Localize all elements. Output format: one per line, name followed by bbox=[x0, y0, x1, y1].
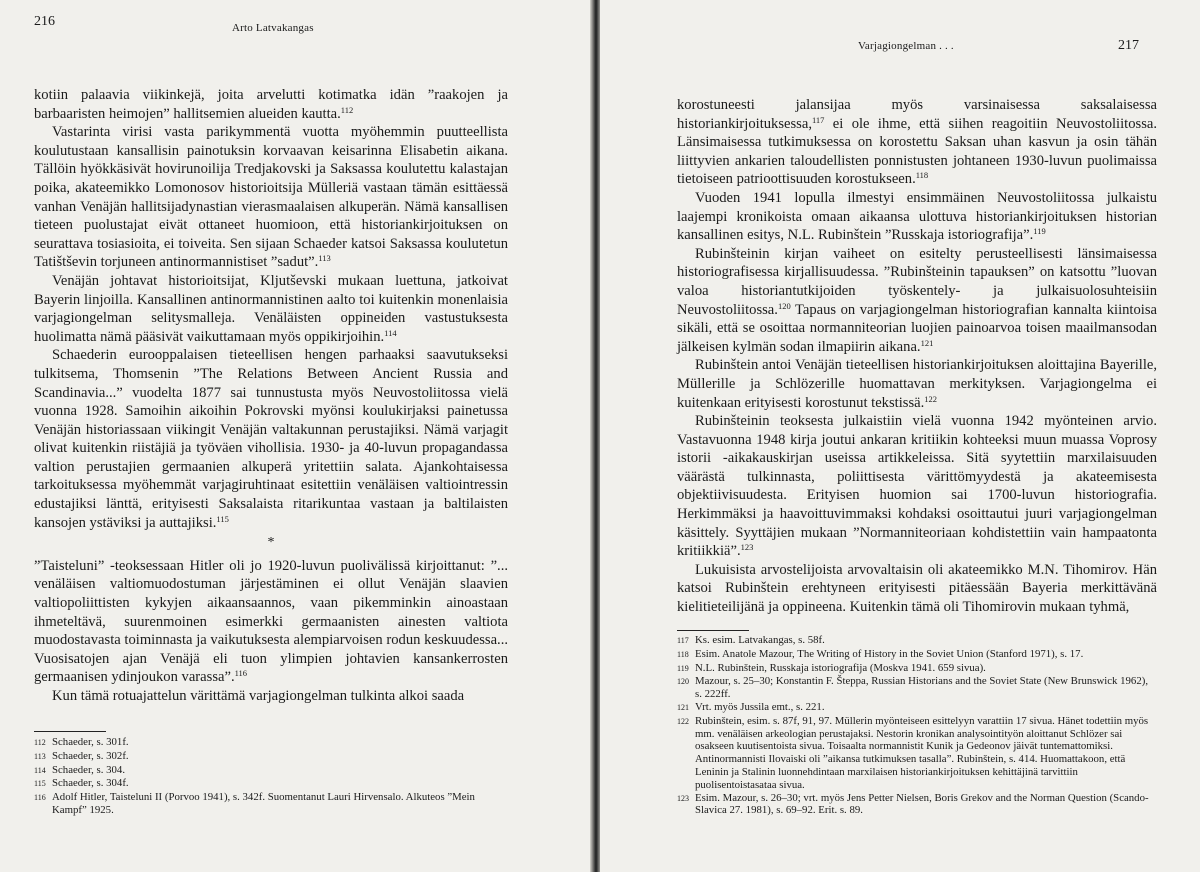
paragraph: Kun tämä rotuajattelun värittämä varjagiongelman tulkinta alkoi saada bbox=[52, 688, 465, 704]
paragraph: Venäjän johtavat historioitsijat, Kljutševski mukaan luettuna, jatkoivat Bayerin linjoilla. Kansallinen antinormannistinen aalto toi kuitenkin monenlaisia varjagiongelman selitysmalleja. Venäläisten oppineiden vastustuksesta huolimatta nämä pääsivät vaikuttamaan myös oppikirjoihin.$^{114}$ bbox=[34, 272, 508, 345]
footnote-rule bbox=[34, 731, 106, 732]
paragraph: Lukuisista arvostelijoista arvovaltaisin oli akateemikko M.N. Tihomirov. Hän katsoi Rubinštein erehtyneen erityisesti pitäessään Bayeria merkittävänä kielitieteilijänä ja oppineena. Kuitenkin tämä oli Tihomirovin mukaan tyhmä, bbox=[677, 561, 1157, 616]
paragraph: korostuneesti jalansijaa myös varsinaisessa saksalaisessa historiankirjoituksessa,$^{117}$ ei ole ihme, että siihen reagoitiin Neuvostoliitossa. Länsimaisessa tutkimuksessa on korostettu Saksan uhan kasvun ja osin tähän liittyvien ankarien taloudellisten ponnistusten johtaneen 1930-luvun puolimaissa tietoiseen patrioottisuuden korostukseen.$^{118}$ bbox=[677, 97, 1157, 188]
right-body-text bbox=[677, 96, 1157, 617]
footnote-rule bbox=[677, 630, 749, 631]
paragraph: kotiin palaavia viikinkejä, joita arvelutti kotimatka idän ”raakojen ja barbaaristen heimojen” hallitsemien alueiden kautta.$^{112}$ bbox=[34, 87, 508, 122]
footnote: 122 Rubinštein, esim. s. 87f, 91, 97. Müllerin myönteiseen esittelyyn varattiin 17 sivua. Hänet todettiin myös mm. venäläisen arkeologian perustajaksi. Nestorin kronikan analysointityön aloittanut Schlözer sai osakseen kuutisentoista sivua. Toisaalta normannistit Kunik ja Gedeonov jäivät tuntemattomiksi. Antinormannisti Ilovaiski oli ”aikansa tutkimuksen tasalla”. Rubinštein, s. 414. Huomattakoon, että Leninin ja Stalinin luonnehdintaan marxilaisen historiankirjoituksen kehittäjinä tarvittiin puolisentoistasataa sivua. bbox=[677, 714, 1149, 791]
footnote: 115 Schaeder, s. 304f. bbox=[34, 777, 129, 790]
left-body-text bbox=[34, 86, 508, 706]
left-footnotes bbox=[34, 736, 508, 817]
footnote: 121 Vrt. myös Jussila emt., s. 221. bbox=[677, 700, 825, 713]
page-number-right: 217 bbox=[1118, 38, 1139, 53]
footnote: 118 Esim. Anatole Mazour, The Writing of History in the Soviet Union (Stanford 1971), s. 17. bbox=[677, 647, 1084, 660]
running-head-right: Varjagiongelman . . . bbox=[858, 40, 954, 52]
paragraph: Rubinšteinin kirjan vaiheet on esitelty perusteellisesti länsimaisessa historiografisessa kirjallisuudessa. ”Rubinšteinin tapauksen” on katsottu ”luovan valoa historiantutkijoiden työskentely- ja julkaisuolosuhteisiin Neuvostoliitossa.$^{120}$ Tapaus on varjagiongelman historiografian kannalta kiintoisa sikäli, että se osoittaa normanniteorian luojien painoarvoa toisen maailmansodan jälkeisen kylmän sodan ilmapiirin aikana.$^{121}$ bbox=[677, 245, 1157, 355]
paragraph: ”Taisteluni” -teoksessaan Hitler oli jo 1920-luvun puolivälissä kirjoittanut: ”... venäläisen valtiomuodostuman järjestäminen ei ollut Venäjän slaavien valtiopoliittisten kykyjen aikaansaannos, vaan pikemminkin ainoastaan ihmeteltävä, suurenmoinen esimerkki germaanisten ainesten valtiota muodostavasta toiminnasta ja vaikutuksesta alempiarvoisen rodun keskuudessa... Vuosisatojen ajan Venäjä eli tuon ylimpien johtavien kansankerrosten germaanisen ydinjoukon varassa”.$^{116}$ bbox=[34, 557, 508, 686]
footnote: 120 Mazour, s. 25–30; Konstantin F. Šteppa, Russian Historians and the Soviet State (New Brunswick 1962), s. 222ff. bbox=[677, 675, 1149, 701]
page-number-left: 216 bbox=[34, 14, 55, 29]
footnote: 117 Ks. esim. Latvakangas, s. 58f. bbox=[677, 634, 825, 646]
paragraph: Rubinšteinin teoksesta julkaistiin vielä vuonna 1942 myönteinen arvio. Vastavuonna 1948 kirja joutui ankaran kritiikin kohteeksi muun muassa Voprosy istorii -aikakauskirjan useissa artikkeleissa. Sitä syytettiin marxilaisuuden väärästä tulkinnasta, poliittisesta värittömyydestä ja akateemisesta objektiivisuudesta. Erityisen huomion sai 1700-luvun historiografia. Herkimmäksi ja haavoittuvimmaksi kohdaksi osoittautui juuri varjagiongelman käsittely. Syyttäjien mukaan ”Normanniteoriaan kohdistettiin vain hampaatonta kritiikkiä”.$^{123}$ bbox=[677, 413, 1157, 560]
paragraph: Schaederin eurooppalaisen tieteellisen hengen parhaaksi saavutukseksi tulkitsema, Thomsenin ”The Relations Between Ancient Russia and Scandinavia...” vuodelta 1877 sai tunnustusta myös Neuvostoliitossa vielä vuonna 1928. Samoihin aikoihin Pokrovski myönsi koulukirjaksi painetussa Venäjän historiassaan viikingit Venäjän valtakunnan perustajiksi. Nämä varjagit olivat kuitenkin riistäjiä ja työväen vihollisia. 1930- ja 40-luvun propagandassa valtion perustajien germaanien alkuperä yritettiin salata. Ajankohtaisessa tarkoituksessa myöhemmät varjagiruhtinaat esitettiin venäläisen valtiointressin edustajiksi länttä, erityisesti Saksalaista ritarikuntaa vastaan ja baltilaisten kansojen ystäviksi ja auttajiksi.$^{115}$ bbox=[34, 347, 508, 531]
left-page bbox=[0, 0, 592, 872]
paragraph: Vuoden 1941 lopulla ilmestyi ensimmäinen Neuvostoliitossa julkaistu laajempi kronikoista omaan aikaansa ulottuva historiankirjoituksen historian kansallinen esitys, N.L. Rubinštein ”Russkaja istoriografija”.$^{119}$ bbox=[677, 189, 1157, 244]
footnote: 114 Schaeder, s. 304. bbox=[34, 763, 126, 776]
paragraph: Vastarinta virisi vasta parikymmentä vuotta myöhemmin puutteellista koulutustaan kansallisin painotuksin korvaavan keisarinna Elisabetin aikana. Tällöin hyökkäsivät hovirunoilija Tredjakovski ja Saksassa koulutettu kalastajan poika, akateemikko Lomonosov historioitsija Mülleriä vastaan tämän esittäessä vanhan Venäjän hallitsijadynastian vierasmaalaisen alkuperän. Nämä kansallisen tieteen puolustajat eivät ottaneet huomioon, että historiankirjoituksen on seurattava tosiasioita, ei toiveita. Sen sijaan Schaeder katsoi Saksassa koulutetun Tatištševin torjuneen antinormannistiset ”sadut”.$^{113}$ bbox=[34, 124, 508, 271]
paragraph: Rubinštein antoi Venäjän tieteellisen historiankirjoituksen aloittajina Bayerille, Müllerille ja Schlözerille huomattavan merkityksen. Varjagiongelma ei kuitenkaan erityisesti korostunut tekstissä.$^{122}$ bbox=[677, 357, 1157, 411]
section-separator: * bbox=[267, 535, 275, 551]
footnote: 112 Schaeder, s. 301f. bbox=[34, 736, 129, 748]
footnote: 116 Adolf Hitler, Taisteluni II (Porvoo 1941), s. 342f. Suomentanut Lauri Hirvensalo. Alkuteos ”Mein Kampf” 1925. bbox=[34, 791, 475, 816]
right-footnotes bbox=[677, 634, 1157, 817]
footnote: 119 N.L. Rubinštein, Russkaja istoriografija (Moskva 1941. 659 sivua). bbox=[677, 661, 986, 674]
footnote: 113 Schaeder, s. 302f. bbox=[34, 749, 129, 762]
running-head-left: Arto Latvakangas bbox=[232, 22, 314, 34]
right-page bbox=[600, 0, 1200, 872]
footnote: 123 Esim. Mazour, s. 26–30; vrt. myös Jens Petter Nielsen, Boris Grekov and the Norman Question (Scando-Slavica 27. 1981), s. 69–92. Erit. s. 89. bbox=[677, 791, 1149, 817]
